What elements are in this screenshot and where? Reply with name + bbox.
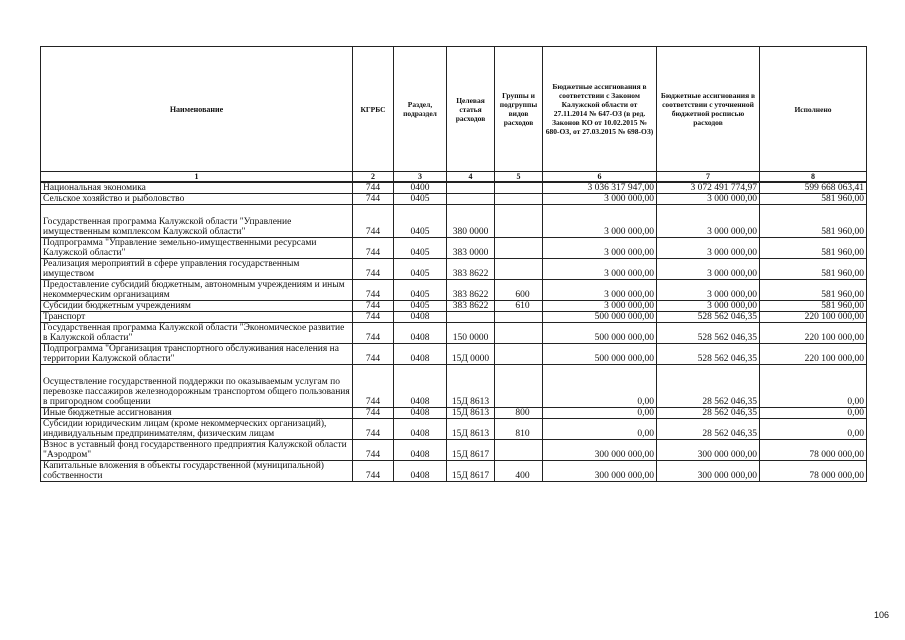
row-vid: 800 <box>495 408 543 419</box>
row-kgrbs: 744 <box>353 461 394 482</box>
row-kgrbs: 744 <box>353 440 394 461</box>
col-num: 5 <box>495 172 543 183</box>
row-budget-law: 3 000 000,00 <box>543 280 657 301</box>
row-name: Осуществление государственной поддержки по оказываемым услугам по перевозке пассажиров железнодорожным транспортом общего пользования в пригородном сообщении <box>41 365 353 408</box>
row-statya: 383 8622 <box>447 259 495 280</box>
row-name: Субсидии бюджетным учреждениям <box>41 301 353 312</box>
row-budget-law: 3 000 000,00 <box>543 238 657 259</box>
row-name: Капитальные вложения в объекты государственной (муниципальной) собственности <box>41 461 353 482</box>
row-executed: 599 668 063,41 <box>760 182 867 194</box>
col-num: 8 <box>760 172 867 183</box>
row-razdel: 0408 <box>394 365 447 408</box>
row-budget-refined: 300 000 000,00 <box>657 440 760 461</box>
row-name: Национальная экономика <box>41 182 353 194</box>
row-vid <box>495 194 543 205</box>
row-budget-law: 500 000 000,00 <box>543 344 657 365</box>
table-header-row <box>41 47 867 172</box>
row-vid <box>495 365 543 408</box>
row-kgrbs: 744 <box>353 344 394 365</box>
row-budget-law: 500 000 000,00 <box>543 312 657 323</box>
row-executed: 581 960,00 <box>760 238 867 259</box>
row-razdel: 0405 <box>394 280 447 301</box>
row-budget-law: 500 000 000,00 <box>543 323 657 344</box>
row-name: Субсидии юридическим лицам (кроме некоммерческих организаций), индивидуальным предпринимателям, физическим лицам <box>41 419 353 440</box>
row-budget-refined: 3 000 000,00 <box>657 205 760 238</box>
row-razdel: 0408 <box>394 408 447 419</box>
row-vid: 610 <box>495 301 543 312</box>
budget-table-sheet <box>40 46 866 482</box>
table-row <box>41 280 867 301</box>
table-row <box>41 259 867 280</box>
row-statya: 380 0000 <box>447 205 495 238</box>
row-vid <box>495 182 543 194</box>
row-vid: 400 <box>495 461 543 482</box>
row-razdel: 0408 <box>394 344 447 365</box>
col-num: 3 <box>394 172 447 183</box>
row-name: Государственная программа Калужской области "Управление имущественным комплексом Калужской области" <box>41 205 353 238</box>
col-num: 4 <box>447 172 495 183</box>
row-executed: 78 000 000,00 <box>760 440 867 461</box>
row-vid <box>495 238 543 259</box>
row-kgrbs: 744 <box>353 205 394 238</box>
header-kgrbs: КГРБС <box>353 47 394 172</box>
row-vid: 600 <box>495 280 543 301</box>
row-name: Подпрограмма "Организация транспортного обслуживания населения на территории Калужской области" <box>41 344 353 365</box>
row-vid: 810 <box>495 419 543 440</box>
row-budget-law: 3 000 000,00 <box>543 194 657 205</box>
row-executed: 220 100 000,00 <box>760 323 867 344</box>
table-row <box>41 182 867 194</box>
row-executed: 581 960,00 <box>760 205 867 238</box>
row-name: Государственная программа Калужской области "Экономическое развитие в Калужской области" <box>41 323 353 344</box>
row-budget-refined: 28 562 046,35 <box>657 408 760 419</box>
table-row <box>41 312 867 323</box>
row-statya: 15Д 8617 <box>447 440 495 461</box>
col-num: 7 <box>657 172 760 183</box>
row-executed: 78 000 000,00 <box>760 461 867 482</box>
table-row <box>41 238 867 259</box>
row-budget-law: 0,00 <box>543 419 657 440</box>
row-budget-refined: 3 072 491 774,97 <box>657 182 760 194</box>
row-executed: 220 100 000,00 <box>760 312 867 323</box>
row-statya: 150 0000 <box>447 323 495 344</box>
table-row <box>41 365 867 408</box>
row-kgrbs: 744 <box>353 419 394 440</box>
row-executed: 0,00 <box>760 365 867 408</box>
row-budget-law: 0,00 <box>543 408 657 419</box>
row-budget-law: 3 000 000,00 <box>543 301 657 312</box>
row-budget-refined: 28 562 046,35 <box>657 365 760 408</box>
row-vid <box>495 259 543 280</box>
row-budget-refined: 528 562 046,35 <box>657 312 760 323</box>
row-budget-refined: 28 562 046,35 <box>657 419 760 440</box>
row-executed: 0,00 <box>760 419 867 440</box>
row-razdel: 0405 <box>394 259 447 280</box>
row-budget-refined: 3 000 000,00 <box>657 259 760 280</box>
row-statya: 15Д 0000 <box>447 344 495 365</box>
table-row <box>41 344 867 365</box>
row-executed: 581 960,00 <box>760 259 867 280</box>
table-row <box>41 440 867 461</box>
table-row <box>41 323 867 344</box>
row-statya <box>447 312 495 323</box>
row-name: Предоставление субсидий бюджетным, автономным учреждениям и иным некоммерческим организациям <box>41 280 353 301</box>
row-name: Взнос в уставный фонд государственного предприятия Калужской области "Аэродром" <box>41 440 353 461</box>
row-statya: 383 0000 <box>447 238 495 259</box>
row-statya: 383 8622 <box>447 301 495 312</box>
col-num: 1 <box>41 172 353 183</box>
row-statya: 15Д 8613 <box>447 419 495 440</box>
row-razdel: 0405 <box>394 205 447 238</box>
header-razdel: Раздел, подраздел <box>394 47 447 172</box>
table-row <box>41 461 867 482</box>
row-budget-law: 300 000 000,00 <box>543 461 657 482</box>
row-kgrbs: 744 <box>353 365 394 408</box>
row-kgrbs: 744 <box>353 238 394 259</box>
row-kgrbs: 744 <box>353 194 394 205</box>
row-name: Реализация мероприятий в сфере управления государственным имуществом <box>41 259 353 280</box>
col-num: 2 <box>353 172 394 183</box>
row-budget-refined: 3 000 000,00 <box>657 280 760 301</box>
row-kgrbs: 744 <box>353 301 394 312</box>
row-budget-law: 3 000 000,00 <box>543 259 657 280</box>
row-executed: 220 100 000,00 <box>760 344 867 365</box>
row-razdel: 0408 <box>394 312 447 323</box>
row-budget-law: 0,00 <box>543 365 657 408</box>
row-executed: 0,00 <box>760 408 867 419</box>
row-kgrbs: 744 <box>353 323 394 344</box>
row-name: Иные бюджетные ассигнования <box>41 408 353 419</box>
header-name: Наименование <box>41 47 353 172</box>
row-statya: 15Д 8613 <box>447 365 495 408</box>
row-name: Сельское хозяйство и рыболовство <box>41 194 353 205</box>
row-vid <box>495 440 543 461</box>
row-budget-refined: 300 000 000,00 <box>657 461 760 482</box>
row-statya: 383 8622 <box>447 280 495 301</box>
row-razdel: 0408 <box>394 419 447 440</box>
row-name: Подпрограмма "Управление земельно-имущественными ресурсами Калужской области" <box>41 238 353 259</box>
row-budget-refined: 528 562 046,35 <box>657 344 760 365</box>
row-kgrbs: 744 <box>353 408 394 419</box>
row-statya: 15Д 8617 <box>447 461 495 482</box>
table-row <box>41 301 867 312</box>
row-kgrbs: 744 <box>353 259 394 280</box>
page-number: 106 <box>873 610 889 620</box>
row-vid <box>495 344 543 365</box>
row-razdel: 0405 <box>394 194 447 205</box>
header-executed: Исполнено <box>760 47 867 172</box>
row-executed: 581 960,00 <box>760 301 867 312</box>
row-budget-refined: 3 000 000,00 <box>657 301 760 312</box>
table-row <box>41 408 867 419</box>
budget-table <box>40 46 867 482</box>
row-name: Транспорт <box>41 312 353 323</box>
row-budget-refined: 3 000 000,00 <box>657 238 760 259</box>
row-statya <box>447 194 495 205</box>
row-budget-refined: 528 562 046,35 <box>657 323 760 344</box>
row-statya <box>447 182 495 194</box>
row-razdel: 0408 <box>394 440 447 461</box>
row-razdel: 0408 <box>394 323 447 344</box>
row-budget-law: 300 000 000,00 <box>543 440 657 461</box>
row-kgrbs: 744 <box>353 312 394 323</box>
table-row <box>41 194 867 205</box>
row-vid <box>495 312 543 323</box>
row-razdel: 0405 <box>394 238 447 259</box>
header-budget-law: Бюджетные ассигнования в соответствии с Законом Калужской области от 27.11.2014 № 647-ОЗ (в ред. Законов КО от 10.02.2015 № 680-ОЗ, от 27.03.2015 № 698-ОЗ) <box>543 47 657 172</box>
table-row <box>41 419 867 440</box>
header-statya: Целевая статья расходов <box>447 47 495 172</box>
table-row <box>41 205 867 238</box>
header-budget-refined: Бюджетные ассигнования в соответствии с уточненной бюджетной росписью расходов <box>657 47 760 172</box>
column-number-row <box>41 172 867 183</box>
row-razdel: 0405 <box>394 301 447 312</box>
row-budget-refined: 3 000 000,00 <box>657 194 760 205</box>
row-statya: 15Д 8613 <box>447 408 495 419</box>
row-executed: 581 960,00 <box>760 280 867 301</box>
row-kgrbs: 744 <box>353 182 394 194</box>
row-budget-law: 3 036 317 947,00 <box>543 182 657 194</box>
row-vid <box>495 323 543 344</box>
row-razdel: 0408 <box>394 461 447 482</box>
row-executed: 581 960,00 <box>760 194 867 205</box>
row-vid <box>495 205 543 238</box>
row-budget-law: 3 000 000,00 <box>543 205 657 238</box>
row-razdel: 0400 <box>394 182 447 194</box>
col-num: 6 <box>543 172 657 183</box>
row-kgrbs: 744 <box>353 280 394 301</box>
header-vid: Группы и подгруппы видов расходов <box>495 47 543 172</box>
